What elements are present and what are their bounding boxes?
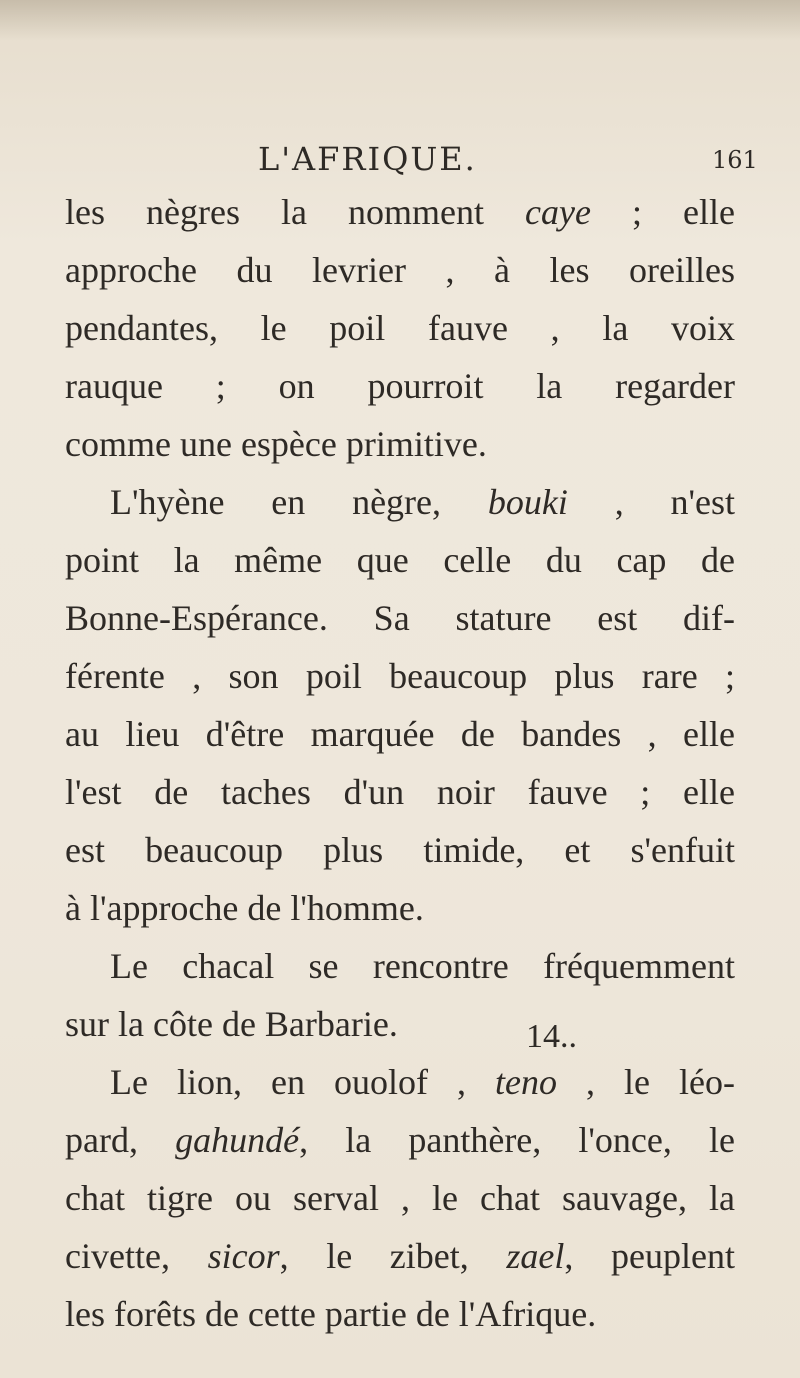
page-number: 161 bbox=[712, 146, 758, 174]
italic-term: zael bbox=[506, 1236, 565, 1276]
text-line: Le chacal se rencontre fréquemment bbox=[110, 946, 735, 986]
text-line: pard, gahundé, la panthère, l'once, le bbox=[65, 1120, 735, 1160]
text-line: Bonne-Espérance. Sa stature est dif- bbox=[65, 598, 735, 638]
text-line: chat tigre ou serval , le chat sauvage, la bbox=[65, 1178, 735, 1218]
text-line: rauque ; on pourroit la regarder bbox=[65, 366, 735, 406]
text-line: pendantes, le poil fauve , la voix bbox=[65, 308, 735, 348]
text-line: civette, sicor, le zibet, zael, peuplent bbox=[65, 1236, 735, 1276]
italic-term: sicor bbox=[207, 1236, 280, 1276]
text-line: est beaucoup plus timide, et s'enfuit bbox=[65, 830, 735, 870]
text-line: Le lion, en ouolof , teno , le léo- bbox=[110, 1062, 735, 1102]
italic-term: bouki bbox=[487, 482, 568, 522]
text-line: les nègres la nomment caye ; elle bbox=[65, 192, 735, 232]
text-line: comme une espèce primitive. bbox=[65, 424, 487, 464]
running-title: L'AFRIQUE. bbox=[258, 140, 477, 178]
page-edge-shadow bbox=[0, 0, 800, 40]
italic-term: caye bbox=[525, 192, 591, 232]
text-line: férente , son poil beaucoup plus rare ; bbox=[65, 656, 735, 696]
text-line: L'hyène en nègre, bouki , n'est bbox=[110, 482, 735, 522]
text-line: point la même que celle du cap de bbox=[65, 540, 735, 580]
text-line: sur la côte de Barbarie. bbox=[65, 1004, 398, 1044]
text-line: l'est de taches d'un noir fauve ; elle bbox=[65, 772, 735, 812]
text-line: au lieu d'être marquée de bandes , elle bbox=[65, 714, 735, 754]
italic-term: teno bbox=[495, 1062, 557, 1102]
signature-mark: 14.. bbox=[526, 1018, 577, 1055]
text-line: les forêts de cette partie de l'Afrique. bbox=[65, 1294, 597, 1334]
italic-term: gahundé bbox=[175, 1120, 300, 1160]
text-line: à l'approche de l'homme. bbox=[65, 888, 424, 928]
body-text bbox=[65, 183, 735, 1343]
text-line: approche du levrier , à les oreilles bbox=[65, 250, 735, 290]
